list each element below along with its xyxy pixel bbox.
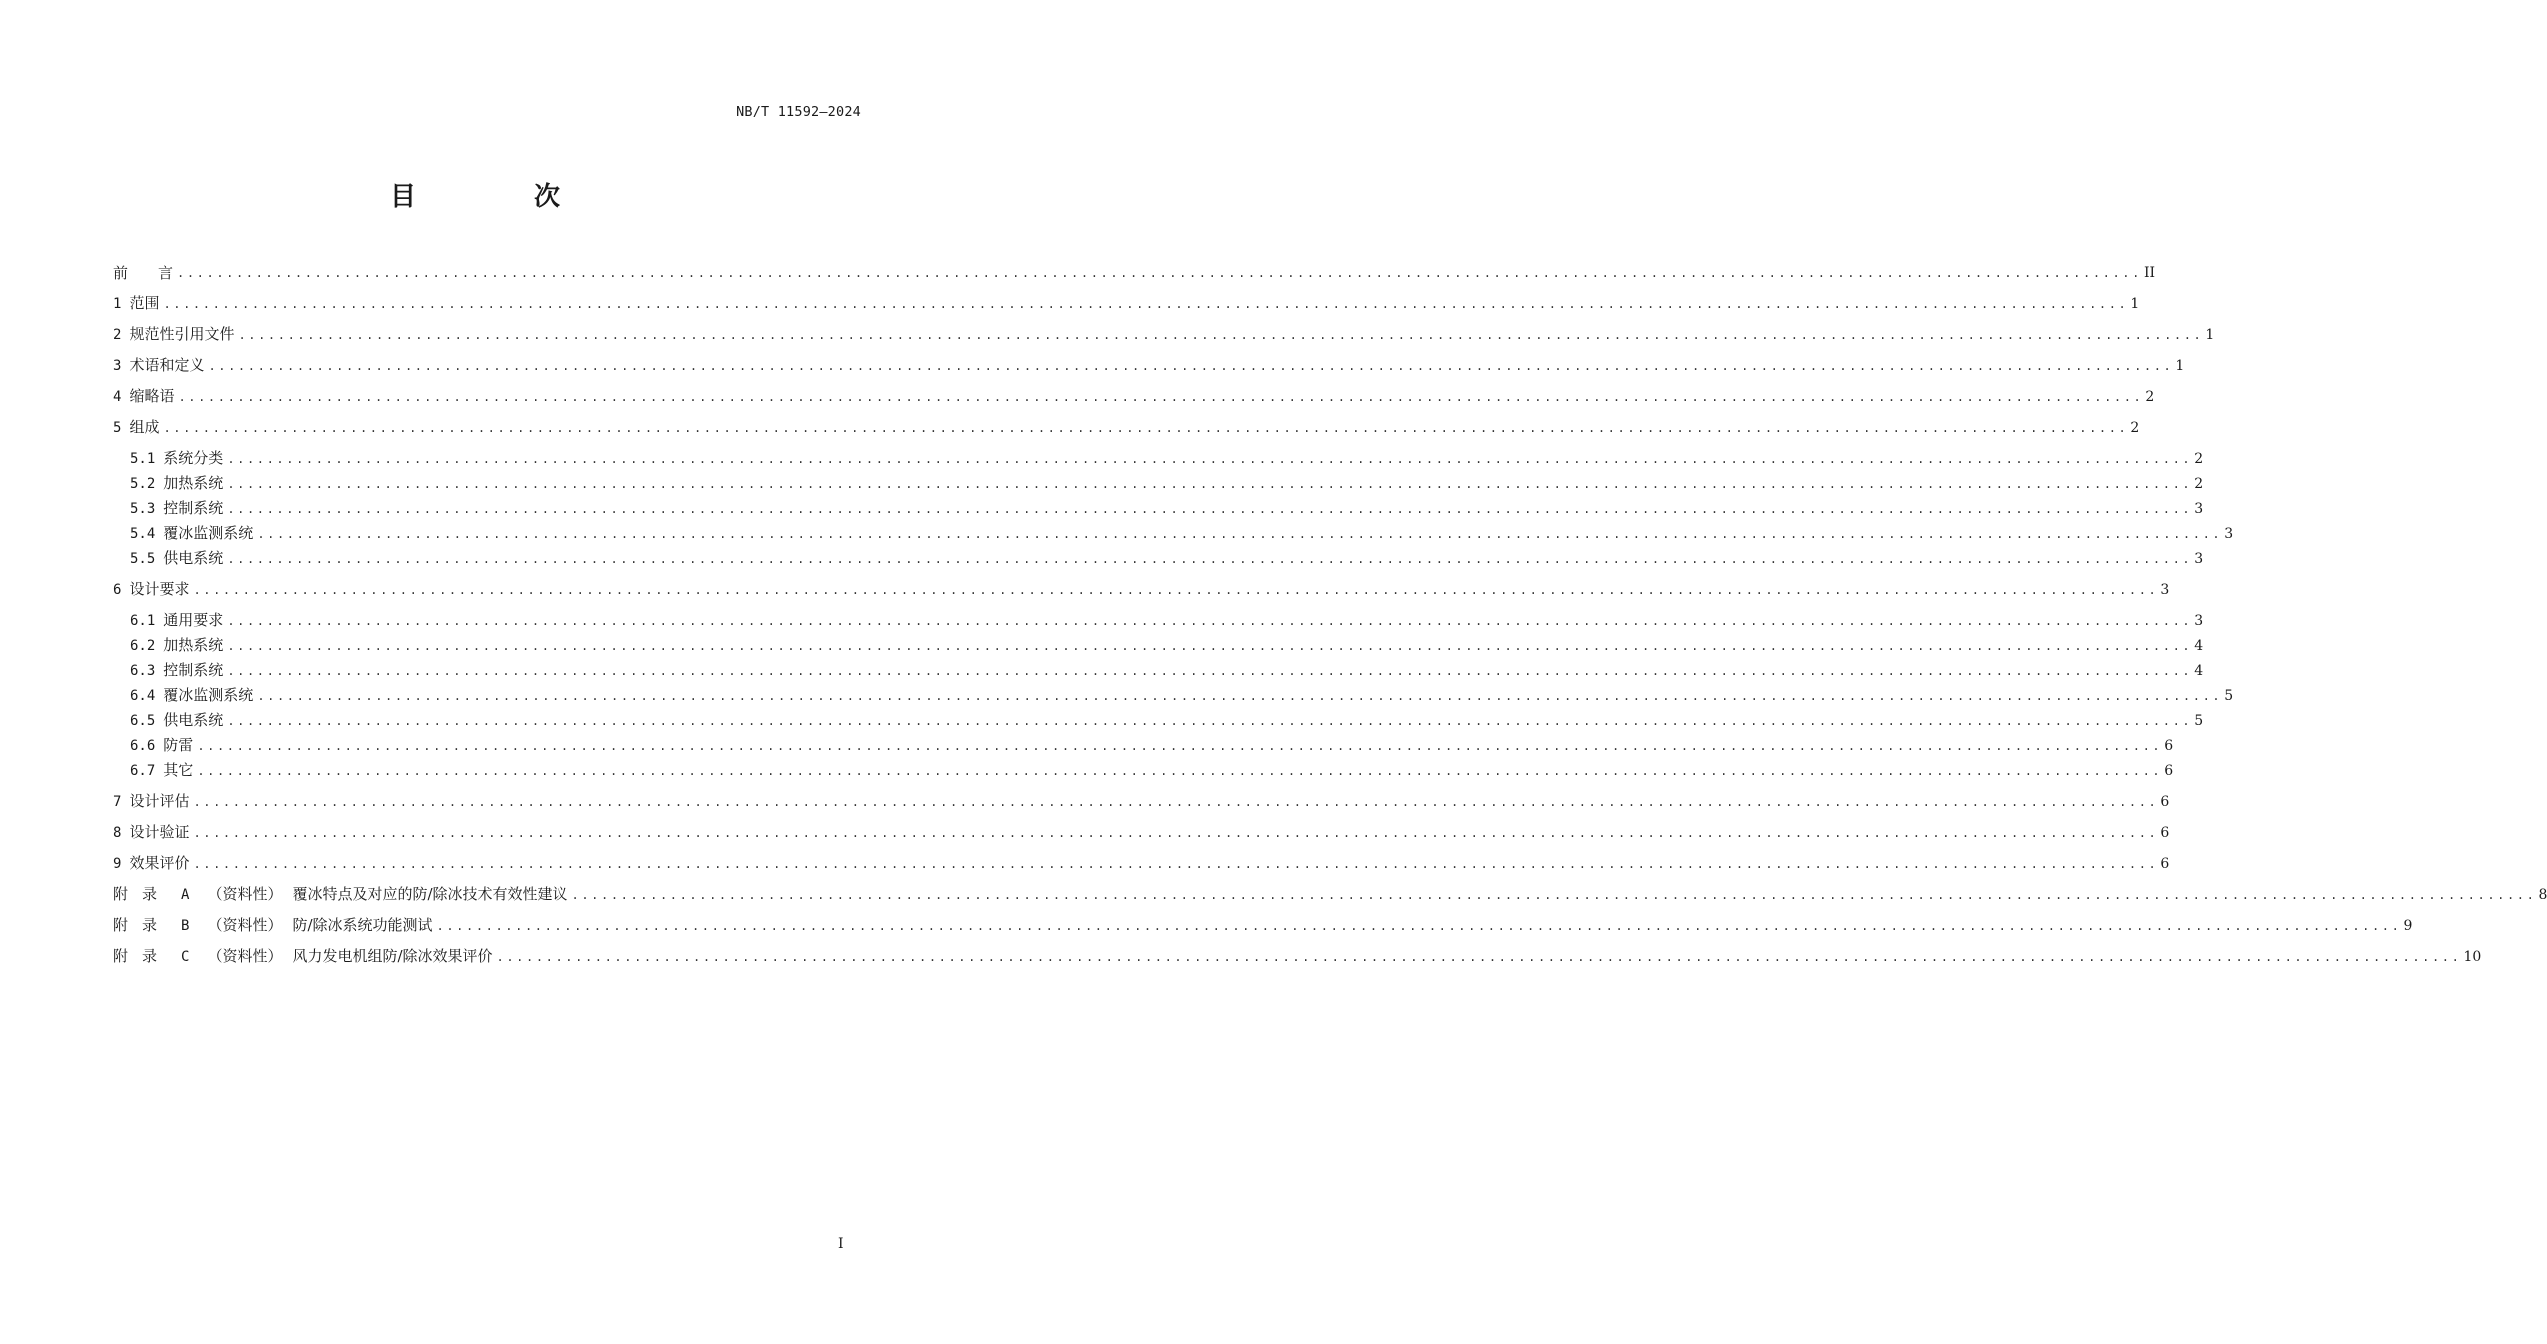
- toc-entry-number: 5.5: [130, 551, 156, 567]
- toc-annex-entry[interactable]: [113, 911, 2413, 935]
- toc-entry-number: 4: [113, 389, 122, 405]
- page-number: I: [838, 1236, 844, 1252]
- toc-entry-page: 6: [2160, 794, 2170, 810]
- toc-leader-dots: ........................................................................................................................................................................................................: [197, 764, 2163, 778]
- toc-entry-page: 8: [2538, 887, 2547, 903]
- toc-leader-dots: ........................................................................................................................................................................................................: [436, 919, 2402, 933]
- toc-subentry[interactable]: [130, 706, 2204, 730]
- toc-entry-number: 2: [113, 327, 122, 343]
- toc-annex-label: [113, 947, 493, 966]
- toc-entry-number: 5: [113, 420, 122, 436]
- toc-subentry[interactable]: [130, 731, 2174, 755]
- toc-entry-label: [113, 325, 234, 344]
- annex-key: 附录: [113, 916, 172, 934]
- toc-entry-number: 6.6: [130, 738, 156, 754]
- toc-entry[interactable]: [113, 289, 2140, 313]
- annex-kind: （资料性）: [207, 885, 283, 903]
- toc-entry-text: 覆冰监测系统: [163, 524, 254, 542]
- toc-subentry[interactable]: [130, 656, 2204, 680]
- toc-leader-dots: ........................................................................................................................................................................................................: [193, 795, 2159, 809]
- toc-subentry[interactable]: [130, 631, 2204, 655]
- toc-entry-label: [130, 736, 193, 755]
- toc-leader-dots: ........................................................................................................................................................................................................: [227, 614, 2193, 628]
- toc-entry-number: 8: [113, 825, 122, 841]
- toc-subentry[interactable]: [130, 494, 2204, 518]
- toc-entry-label: [113, 387, 174, 406]
- toc-leader-dots: ........................................................................................................................................................................................................: [193, 826, 2159, 840]
- toc-entry-label: [130, 686, 253, 705]
- toc-leader-dots: ........................................................................................................................................................................................................: [227, 477, 2193, 491]
- toc-entry-text: 设计验证: [129, 823, 190, 841]
- toc-entry-number: 5.1: [130, 451, 156, 467]
- toc-entry-number: 6: [113, 582, 122, 598]
- annex-kind: （资料性）: [207, 916, 283, 934]
- toc-leader-dots: ........................................................................................................................................................................................................: [197, 739, 2163, 753]
- toc-entry-text: 系统分类: [163, 449, 224, 467]
- toc-entry-text: 供电系统: [163, 711, 224, 729]
- toc-entry-label: [130, 474, 223, 493]
- annex-kind: （资料性）: [207, 947, 283, 965]
- standard-code: NB/T 11592—2024: [736, 104, 861, 120]
- toc-entry-page: 6: [2164, 763, 2174, 779]
- toc-entry-page: 1: [2205, 327, 2215, 343]
- toc-subentry[interactable]: [130, 469, 2204, 493]
- toc-entry-number: 5.3: [130, 501, 156, 517]
- toc-entry-label: [113, 854, 189, 873]
- toc-entry-label: [113, 294, 159, 313]
- toc-entry-text: 效果评价: [129, 854, 190, 872]
- toc-entry-text: 缩略语: [129, 387, 175, 405]
- annex-title: 覆冰特点及对应的防/除冰技术有效性建议: [292, 885, 568, 903]
- toc-entry-text: 设计要求: [129, 580, 190, 598]
- toc-entry-page: 5: [2224, 688, 2234, 704]
- toc-entry-label: [113, 356, 204, 375]
- toc-entry-page: 2: [2194, 476, 2204, 492]
- toc-entry[interactable]: [113, 849, 2170, 873]
- toc-leader-dots: ........................................................................................................................................................................................................: [496, 950, 2462, 964]
- toc-leader-dots: ........................................................................................................................................................................................................: [238, 328, 2204, 342]
- toc-entry-text: 前 言: [113, 264, 174, 282]
- toc-entry-text: 控制系统: [163, 661, 224, 679]
- toc-leader-dots: ........................................................................................................................................................................................................: [227, 452, 2193, 466]
- toc-leader-dots: ........................................................................................................................................................................................................: [227, 552, 2193, 566]
- toc-entry-page: 4: [2194, 638, 2204, 654]
- toc-entry-number: 5.4: [130, 526, 156, 542]
- toc-leader-dots: ........................................................................................................................................................................................................: [208, 359, 2174, 373]
- toc-entry[interactable]: [113, 258, 2155, 282]
- toc-entry-label: [130, 611, 223, 630]
- toc-entry-number: 1: [113, 296, 122, 312]
- annex-title: 风力发电机组防/除冰效果评价: [292, 947, 493, 965]
- toc-entry-page: 5: [2194, 713, 2204, 729]
- toc-entry-label: [130, 761, 193, 780]
- toc-entry-number: 6.5: [130, 713, 156, 729]
- toc-entry-number: 6.4: [130, 688, 156, 704]
- toc-entry-text: 组成: [129, 418, 160, 436]
- toc-entry-label: [113, 264, 173, 282]
- toc-leader-dots: ........................................................................................................................................................................................................: [177, 266, 2142, 280]
- toc-entry-text: 规范性引用文件: [129, 325, 235, 343]
- toc-entry-number: 6.1: [130, 613, 156, 629]
- toc-annex-label: [113, 916, 433, 935]
- toc-entry-page: 4: [2194, 663, 2204, 679]
- toc-entry-page: 2: [2194, 451, 2204, 467]
- annex-key: 附录: [113, 947, 172, 965]
- toc-entry-page: 1: [2130, 296, 2140, 312]
- toc-subentry[interactable]: [130, 519, 2234, 543]
- toc-leader-dots: ........................................................................................................................................................................................................: [163, 421, 2129, 435]
- toc-entry-number: 7: [113, 794, 122, 810]
- toc-entry-text: 通用要求: [163, 611, 224, 629]
- toc-entry-label: [130, 711, 223, 730]
- toc-entry[interactable]: [113, 351, 2185, 375]
- toc-entry-page: 9: [2403, 918, 2413, 934]
- toc-entry-number: 6.3: [130, 663, 156, 679]
- toc-entry-page: 6: [2160, 825, 2170, 841]
- toc-entry[interactable]: [113, 382, 2155, 406]
- toc-leader-dots: ........................................................................................................................................................................................................: [257, 527, 2223, 541]
- toc-annex-entry[interactable]: [113, 880, 2547, 904]
- toc-annex-entry[interactable]: [113, 942, 2482, 966]
- toc-leader-dots: ........................................................................................................................................................................................................: [178, 390, 2144, 404]
- toc-entry[interactable]: [113, 413, 2140, 437]
- toc-entry-text: 覆冰监测系统: [163, 686, 254, 704]
- toc-leader-dots: ........................................................................................................................................................................................................: [257, 689, 2223, 703]
- toc-entry-page: 2: [2145, 389, 2155, 405]
- toc-entry-number: 6.2: [130, 638, 156, 654]
- toc-leader-dots: ........................................................................................................................................................................................................: [227, 502, 2193, 516]
- toc-entry-text: 加热系统: [163, 636, 224, 654]
- toc-entry-label: [130, 549, 223, 568]
- toc-leader-dots: ........................................................................................................................................................................................................: [227, 714, 2193, 728]
- toc-entry-text: 加热系统: [163, 474, 224, 492]
- toc-entry-label: [130, 524, 253, 543]
- page-title: 目 次: [389, 182, 606, 212]
- toc-entry-page: 3: [2194, 551, 2204, 567]
- toc-leader-dots: ........................................................................................................................................................................................................: [571, 888, 2537, 902]
- toc-entry-number: 9: [113, 856, 122, 872]
- toc-entry-page: 10: [2463, 949, 2482, 965]
- annex-letter: B: [181, 918, 190, 934]
- toc-entry-label: [113, 418, 159, 437]
- toc-entry-page: 2: [2130, 420, 2140, 436]
- toc-entry-number: 3: [113, 358, 122, 374]
- toc-entry-text: 范围: [129, 294, 160, 312]
- toc-leader-dots: ........................................................................................................................................................................................................: [163, 297, 2129, 311]
- toc-entry-number: 6.7: [130, 763, 156, 779]
- toc-entry-label: [113, 580, 189, 599]
- annex-letter: A: [181, 887, 190, 903]
- toc-leader-dots: ........................................................................................................................................................................................................: [193, 583, 2159, 597]
- annex-letter: C: [181, 949, 190, 965]
- toc-entry-label: [130, 449, 223, 468]
- toc-entry-text: 其它: [163, 761, 194, 779]
- toc-entry[interactable]: [113, 320, 2215, 344]
- toc-entry-page: II: [2143, 265, 2155, 281]
- toc-entry-number: 5.2: [130, 476, 156, 492]
- toc-entry-label: [113, 823, 189, 842]
- toc-entry-page: 6: [2164, 738, 2174, 754]
- toc-entry-page: 3: [2224, 526, 2234, 542]
- toc-subentry[interactable]: [130, 544, 2204, 568]
- toc-leader-dots: ........................................................................................................................................................................................................: [227, 639, 2193, 653]
- toc-annex-label: [113, 885, 568, 904]
- toc-entry-label: [113, 792, 189, 811]
- toc-entry-page: 3: [2194, 501, 2204, 517]
- toc-entry-text: 控制系统: [163, 499, 224, 517]
- toc-entry[interactable]: [113, 787, 2170, 811]
- toc-entry[interactable]: [113, 818, 2170, 842]
- toc-entry-text: 防雷: [163, 736, 194, 754]
- toc-entry-label: [130, 636, 223, 655]
- toc-leader-dots: ........................................................................................................................................................................................................: [193, 857, 2159, 871]
- toc-entry-text: 术语和定义: [129, 356, 205, 374]
- toc-entry-page: 3: [2160, 582, 2170, 598]
- toc-subentry[interactable]: [130, 756, 2174, 780]
- toc-subentry[interactable]: [130, 444, 2204, 468]
- toc-entry-label: [130, 661, 223, 680]
- toc-subentry[interactable]: [130, 606, 2204, 630]
- toc-entry-page: 6: [2160, 856, 2170, 872]
- annex-title: 防/除冰系统功能测试: [292, 916, 433, 934]
- toc-entry-text: 供电系统: [163, 549, 224, 567]
- annex-key: 附录: [113, 885, 172, 903]
- toc-entry-label: [130, 499, 223, 518]
- toc-leader-dots: ........................................................................................................................................................................................................: [227, 664, 2193, 678]
- toc-entry-page: 1: [2175, 358, 2185, 374]
- toc-entry-text: 设计评估: [129, 792, 190, 810]
- toc-entry-page: 3: [2194, 613, 2204, 629]
- toc-subentry[interactable]: [130, 681, 2234, 705]
- toc-entry[interactable]: [113, 575, 2170, 599]
